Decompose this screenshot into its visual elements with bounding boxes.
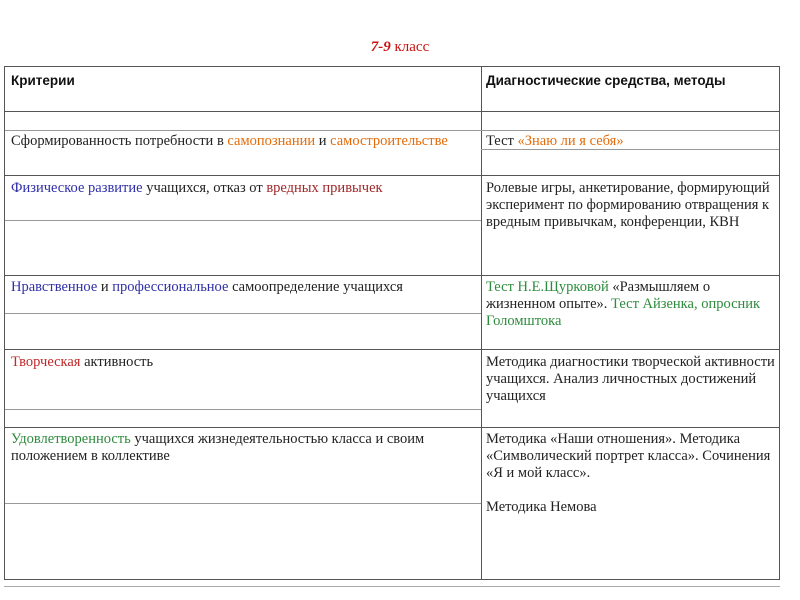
text: Ролевые игры, анкетирование, формирующий эксперимент по формированию отвращения к вредным привычкам, конференции, КВН [486, 180, 770, 230]
row-divider [5, 349, 779, 350]
row-5-methods [486, 431, 776, 516]
text: Методика диагностики творческой активности учащихся. Анализ личностных достижений учащихся [486, 354, 775, 404]
highlight-text: Физическое развитие [11, 180, 143, 196]
title-grade-range: 7-9 [370, 39, 391, 55]
row-4-criteria [11, 354, 471, 371]
row-5-criteria [11, 431, 471, 465]
row-divider [5, 175, 779, 176]
text: и [97, 279, 113, 295]
text: Тест [486, 133, 518, 149]
row-3-criteria [11, 279, 471, 296]
row-divider [5, 111, 779, 112]
row-3-methods [486, 279, 776, 330]
row-2-methods [486, 180, 776, 231]
text: Методика Немова [486, 499, 597, 515]
text: учащихся, отказ от [142, 180, 267, 196]
header-criteria: Критерии [11, 73, 75, 88]
row-divider [5, 503, 481, 504]
highlight-text: Нравственное [11, 279, 98, 295]
row-divider [5, 409, 481, 410]
row-4-methods [486, 354, 776, 405]
row-divider [5, 130, 779, 131]
highlight-text: Творческая [11, 354, 81, 370]
text: и [315, 133, 331, 149]
row-divider [5, 313, 481, 314]
header-methods: Диагностические средства, методы [486, 73, 726, 88]
criteria-table [4, 66, 780, 580]
row-divider [5, 427, 779, 428]
row-1-methods [486, 133, 776, 150]
highlight-text: вредных привычек [266, 180, 383, 196]
highlight-text: «Знаю ли я себя» [517, 133, 624, 149]
text: самоопределение учащихся [228, 279, 403, 295]
text: учащихся жизнедеятельностью класса и своим положением в коллективе [11, 431, 425, 464]
highlight-text: самостроительстве [330, 133, 448, 149]
row-2-criteria [11, 180, 471, 197]
text: Методика «Наши отношения». Методика «Символический портрет класса». Сочинения «Я и мой класс». [486, 431, 771, 481]
highlight-text: Тест Н.Е.Щурковой [486, 279, 609, 295]
bottom-divider [4, 586, 780, 587]
highlight-text: Удовлетворенность [11, 431, 131, 447]
title-word: класс [394, 39, 430, 55]
text: «Размышляем о жизненном опыте». [486, 279, 711, 312]
row-divider [5, 220, 481, 221]
highlight-text: профессиональное [112, 279, 229, 295]
slide-title [0, 39, 800, 56]
column-divider [481, 67, 482, 579]
highlight-text: Тест Айзенка, опросник Голомштока [486, 296, 761, 329]
text: Сформированность потребности в [11, 133, 228, 149]
row-1-criteria [11, 133, 471, 150]
text: активность [80, 354, 154, 370]
row-divider [5, 275, 779, 276]
highlight-text: самопознании [227, 133, 316, 149]
